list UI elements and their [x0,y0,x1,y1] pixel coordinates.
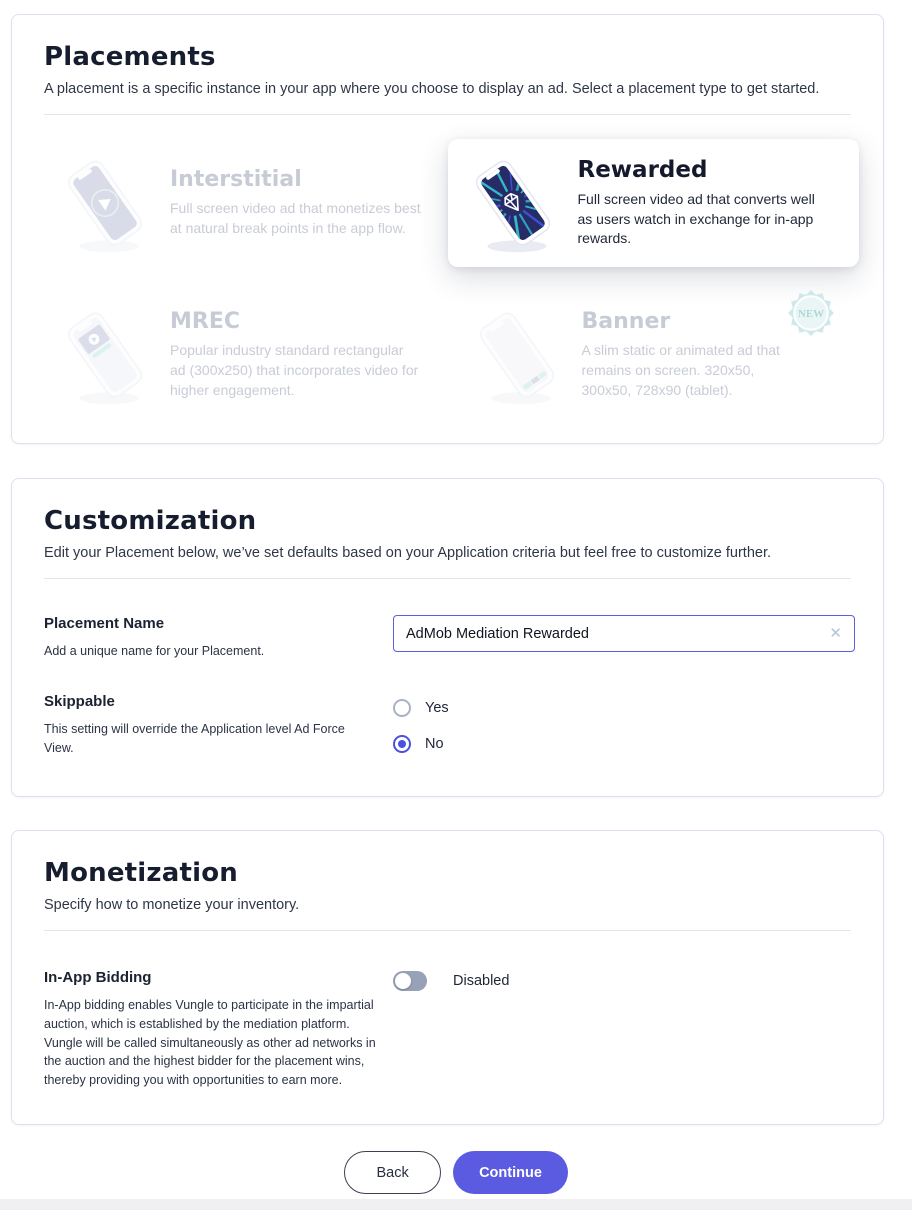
tile-title-mrec: MREC [170,309,241,335]
customization-header [12,479,883,561]
customization-subtitle: Edit your Placement below, we’ve set defaults based on your Application criteria but feel free to customize further. [44,545,772,561]
placement-tile-rewarded[interactable] [448,139,860,267]
new-badge-label: NEW [797,308,825,321]
placement-tile-mrec[interactable] [36,285,448,425]
monetization-card [11,830,884,1125]
tile-desc-mrec: Popular industry standard rectangular ad (300x250) that incorporates video for higher engagement. [170,342,419,398]
rewarded-phone-icon [454,144,572,262]
customization-card [11,478,884,797]
customization-title: Customization [44,506,257,536]
mrec-phone-icon [46,296,164,414]
divider [44,114,851,115]
tile-desc-rewarded: Full screen video ad that converts well as users watch in exchange for in-app rewards. [577,190,815,247]
in-app-bidding-state: Disabled [453,973,510,989]
placements-subtitle: A placement is a specific instance in your app where you choose to display an ad. Select a placement type to get started. [44,81,820,97]
toggle-knob [395,973,411,989]
footer-actions [0,1151,912,1194]
back-button[interactable]: Back [344,1151,441,1194]
placements-header [12,15,883,97]
skippable-option-no[interactable] [393,735,851,753]
divider [44,930,851,931]
banner-phone-icon [458,296,576,414]
in-app-bidding-label: In-App Bidding [44,969,152,986]
tile-title-interstitial: Interstitial [170,167,302,193]
placement-name-input[interactable] [406,626,821,642]
tile-desc-interstitial: Full screen video ad that monetizes best at natural break points in the app flow. [170,200,421,236]
placements-card [11,14,884,444]
skippable-option-yes[interactable] [393,699,851,717]
new-badge [787,289,835,337]
radio-yes-label: Yes [425,699,449,716]
placement-name-help: Add a unique name for your Placement. [44,644,265,658]
radio-no-icon[interactable] [393,735,411,753]
radio-yes-icon[interactable] [393,699,411,717]
monetization-subtitle: Specify how to monetize your inventory. [44,897,300,913]
placements-title: Placements [44,42,216,72]
in-app-bidding-help: In-App bidding enables Vungle to participate in the impartial auction, which is established by the mediation platform. Vungle will be called simultaneously as other ad networks in the auction and the highest bidder for the placement wins, thereby providing you with opportunities to earn more. [44,998,376,1087]
page-bottom-strip [0,1199,912,1210]
tile-desc-banner: A slim static or animated ad that remains on screen. 320x50, 300x50, 728x90 (tablet). [581,342,780,398]
placement-type-grid [36,133,859,425]
monetization-header [12,831,883,913]
placement-tile-banner[interactable] [448,285,860,425]
continue-button[interactable]: Continue [453,1151,568,1194]
tile-title-banner: Banner [581,309,671,335]
placement-tile-interstitial[interactable] [36,133,448,273]
tile-title-rewarded: Rewarded [577,156,708,183]
divider [44,578,851,579]
placement-name-field [393,615,855,652]
clear-icon[interactable]: ✕ [829,625,842,642]
placement-name-label: Placement Name [44,615,165,632]
radio-no-label: No [425,735,444,752]
in-app-bidding-toggle[interactable] [393,971,427,991]
monetization-title: Monetization [44,858,239,888]
skippable-help: This setting will override the Application level Ad Force View. [44,721,345,755]
interstitial-phone-icon [46,144,164,262]
skippable-label: Skippable [44,692,115,710]
